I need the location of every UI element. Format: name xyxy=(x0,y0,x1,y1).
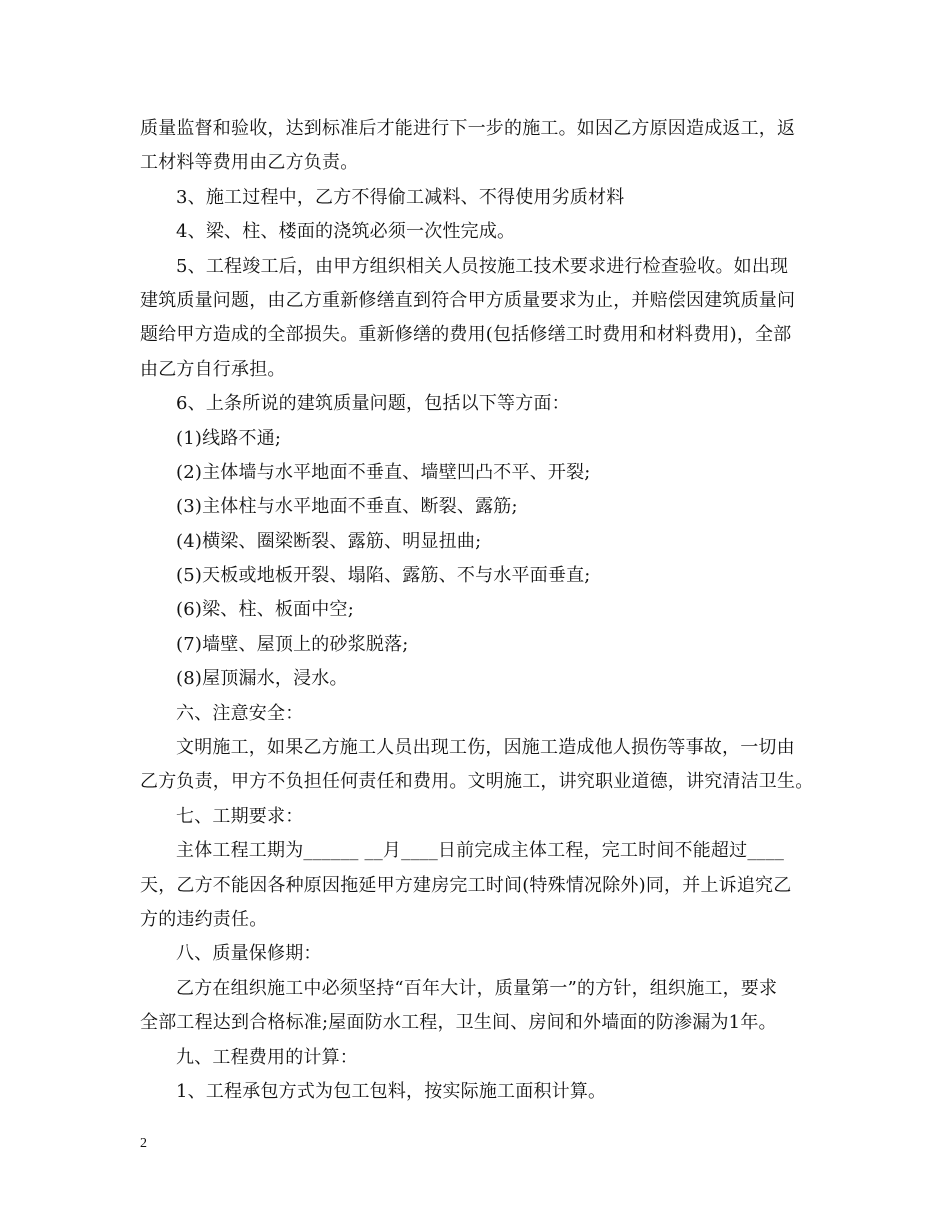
text-line: 九、工程费用的计算： xyxy=(176,1046,358,1068)
text-line: 5、工程竣工后，由甲方组织相关人员按施工技术要求进行检查验收。如出现 xyxy=(176,255,789,277)
text-line: 方的违约责任。 xyxy=(140,908,268,930)
text-line: 6、上条所说的建筑质量问题，包括以下等方面： xyxy=(176,393,570,415)
text-line: 3、施工过程中，乙方不得偷工减料、不得使用劣质材料 xyxy=(176,186,625,208)
text-line: (4)横梁、圈梁断裂、露筋、明显扭曲; xyxy=(176,530,482,552)
text-line: 六、注意安全： xyxy=(176,702,304,724)
text-line: 乙方负责，甲方不负担任何责任和费用。文明施工，讲究职业道德，讲究清洁卫生。 xyxy=(140,771,814,793)
text-line: 4、梁、柱、楼面的浇筑必须一次性完成。 xyxy=(176,221,516,243)
document-body xyxy=(140,112,820,1109)
text-line: 题给甲方造成的全部损失。重新修缮的费用(包括修缮工时费用和材料费用)，全部 xyxy=(140,324,792,346)
text-line: 八、质量保修期： xyxy=(176,943,322,965)
text-line: 由乙方自行承担。 xyxy=(140,358,286,380)
text-line: 乙方在组织施工中必须坚持“百年大计，质量第一”的方针，组织施工，要求 xyxy=(176,977,778,999)
text-line: (6)梁、柱、板面中空; xyxy=(176,599,354,621)
text-line: (8)屋顶漏水，浸水。 xyxy=(176,668,348,690)
text-line: 文明施工，如果乙方施工人员出现工伤，因施工造成他人损伤等事故，一切由 xyxy=(176,737,795,759)
text-line: (1)线路不通; xyxy=(176,427,282,449)
text-line: 天，乙方不能因各种原因拖延甲方建房完工时间(特殊情况除外)同，并上诉追究乙 xyxy=(140,874,792,896)
text-line: 建筑质量问题，由乙方重新修缮直到符合甲方质量要求为止，并赔偿因建筑质量问 xyxy=(140,289,796,311)
text-line: 主体工程工期为______ __月____日前完成主体工程，完工时间不能超过____ xyxy=(176,840,785,862)
text-line: (2)主体墙与水平地面不垂直、墙壁凹凸不平、开裂; xyxy=(176,461,591,483)
text-line: (3)主体柱与水平地面不垂直、断裂、露筋; xyxy=(176,496,518,518)
text-line: 1、工程承包方式为包工包料，按实际施工面积计算。 xyxy=(176,1080,607,1102)
text-line: 七、工期要求： xyxy=(176,805,304,827)
text-line: (5)天板或地板开裂、塌陷、露筋、不与水平面垂直; xyxy=(176,565,591,587)
text-line: 工材料等费用由乙方负责。 xyxy=(140,152,359,174)
text-line: 质量监督和验收，达到标准后才能进行下一步的施工。如因乙方原因造成返工，返 xyxy=(140,118,796,139)
text-line: 全部工程达到合格标准;屋面防水工程，卫生间、房间和外墙面的防渗漏为1年。 xyxy=(140,1012,777,1034)
page-number: 2 xyxy=(140,1136,147,1151)
text-line: (7)墙壁、屋顶上的砂浆脱落; xyxy=(176,633,409,655)
